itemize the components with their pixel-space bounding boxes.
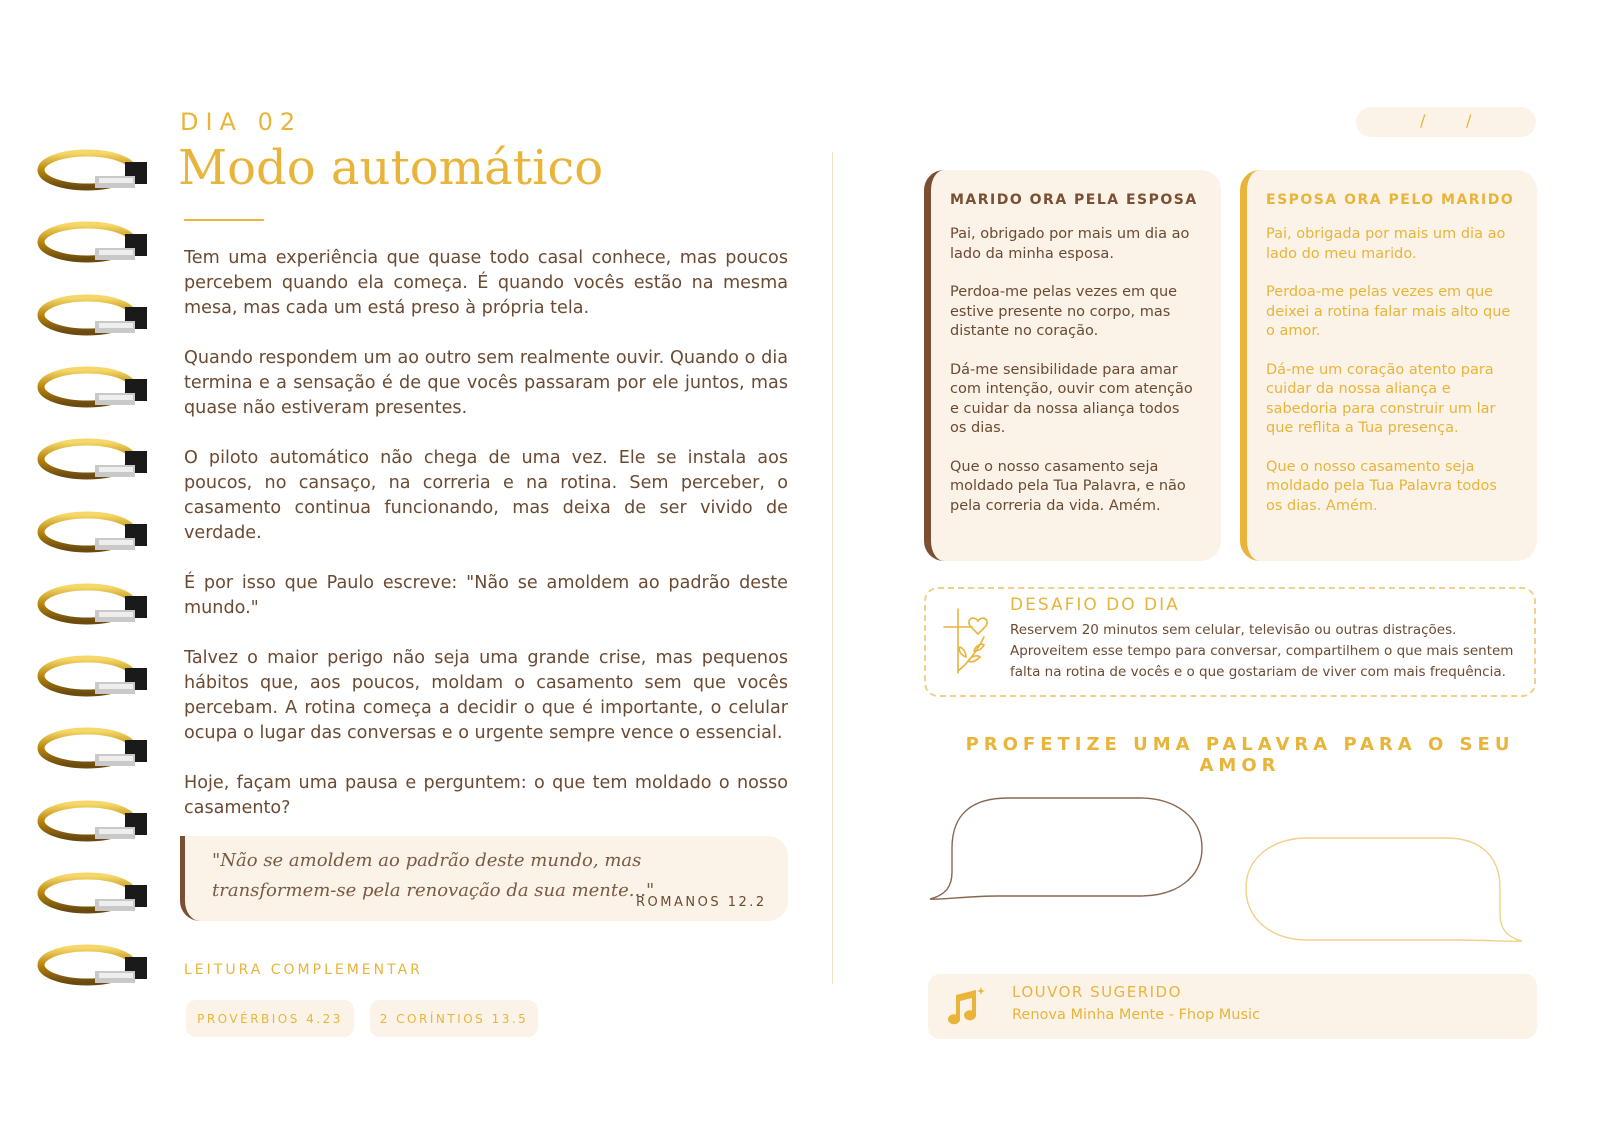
husband-prayer-text <box>950 225 1200 535</box>
paragraph: Quando respondem um ao outro sem realmente ouvir. Quando o dia termina e a sensação é de que vocês passaram por ele juntos, mas quase não estiveram presentes. <box>184 348 788 418</box>
binder-ring-icon <box>37 799 149 845</box>
binder-ring-icon <box>37 654 149 700</box>
date-field[interactable] <box>1356 107 1536 137</box>
challenge-text: Reservem 20 minutos sem celular, televisão ou outras distrações. Aproveitem esse tempo para conversar, compartilhem o que mais sentem falta na rotina de vocês e o que gostariam de viver com mais frequência. <box>1010 622 1514 680</box>
paragraph: O piloto automático não chega de uma vez. Ele se instala aos poucos, no cansaço, na correria e na rotina. Sem perceber, o casamento continua funcionando, mas deixa de ser vivido de verdade. <box>184 448 788 543</box>
binder-ring-icon <box>37 871 149 917</box>
title-underline <box>184 219 264 221</box>
wife-prayer-text <box>1266 225 1516 535</box>
suggested-song-name[interactable]: Renova Minha Mente - Fhop Music <box>1012 1007 1261 1023</box>
reading-chip-proverbios[interactable]: PROVÉRBIOS 4.23 <box>186 1000 354 1037</box>
binder-ring-icon <box>37 437 149 483</box>
husband-prayer-card <box>924 170 1221 561</box>
binder-ring-icon <box>37 220 149 266</box>
prayer-paragraph: Que o nosso casamento seja moldado pela Tua Palavra, e não pela correria da vida. Amém. <box>950 458 1186 514</box>
paragraph: Tem uma experiência que quase todo casal conhece, mas poucos percebem quando ela começa. É quando vocês estão na mesma mesa, mas cada um está preso à própria tela. <box>184 248 788 318</box>
husband-prayer-title: MARIDO ORA PELA ESPOSA <box>950 192 1198 208</box>
paragraph: Hoje, façam uma pausa e perguntem: o que tem moldado o nosso casamento? <box>184 773 788 818</box>
challenge-title: DESAFIO DO DIA <box>1010 595 1180 615</box>
speech-bubble-icon[interactable] <box>928 796 1208 904</box>
page-divider <box>832 152 833 984</box>
page-title: Modo automático <box>178 140 604 196</box>
prayer-paragraph: Que o nosso casamento seja moldado pela Tua Palavra todos os dias. Amém. <box>1266 458 1497 514</box>
wife-prayer-title: ESPOSA ORA PELO MARIDO <box>1266 192 1515 208</box>
reading-chip-corintios[interactable]: 2 CORÍNTIOS 13.5 <box>370 1000 538 1037</box>
complementary-reading-label: LEITURA COMPLEMENTAR <box>184 962 423 978</box>
prayer-paragraph: Perdoa-me pelas vezes em que estive presente no corpo, mas distante no coração. <box>950 284 1178 339</box>
prayer-paragraph: Pai, obrigado por mais um dia ao lado da minha esposa. <box>950 226 1190 262</box>
paragraph: Talvez o maior perigo não seja uma grande crise, mas pequenos hábitos que, aos poucos, moldam o casamento sem que vocês percebam. A rotina começa a decidir o que é importante, o celular ocupa o lugar das conversas e o urgente sempre vence o essencial. <box>184 648 788 743</box>
day-label: DIA 02 <box>180 108 303 136</box>
prophesy-title: PROFETIZE UMA PALAVRA PARA O SEU AMOR <box>965 734 1515 776</box>
suggested-song-label: LOUVOR SUGERIDO <box>1012 983 1182 1001</box>
date-separator: / <box>1466 111 1472 130</box>
binder-ring-icon <box>37 365 149 411</box>
prayer-paragraph: Dá-me um coração atento para cuidar da nossa aliança e sabedoria para construir um lar que reflita a Tua presença. <box>1266 361 1496 436</box>
binder-ring-icon <box>37 726 149 772</box>
date-separator: / <box>1420 111 1426 130</box>
paragraph: É por isso que Paulo escreve: "Não se amoldem ao padrão deste mundo." <box>184 573 788 618</box>
wife-prayer-card <box>1240 170 1537 561</box>
speech-bubble-icon[interactable] <box>1242 836 1524 946</box>
devotional-text <box>184 246 788 846</box>
prayer-paragraph: Perdoa-me pelas vezes em que deixei a rotina falar mais alto que o amor. <box>1266 284 1511 339</box>
verse-reference: ROMANOS 12.2 <box>636 895 767 910</box>
cross-heart-icon <box>940 605 996 681</box>
verse-quote-text: "Não se amoldem ao padrão deste mundo, mas transformem-se pela renovação da sua mente..." <box>212 850 655 901</box>
prayer-paragraph: Pai, obrigada por mais um dia ao lado do meu marido. <box>1266 226 1506 262</box>
binder-ring-icon <box>37 943 149 989</box>
binder-ring-icon <box>37 510 149 556</box>
binder-ring-icon <box>37 293 149 339</box>
binder-ring-icon <box>37 582 149 628</box>
music-note-icon <box>944 985 986 1029</box>
prayer-paragraph: Dá-me sensibilidade para amar com intenção, ouvir com atenção e cuidar da nossa aliança todos os dias. <box>950 361 1193 436</box>
binder-ring-icon <box>37 148 149 194</box>
